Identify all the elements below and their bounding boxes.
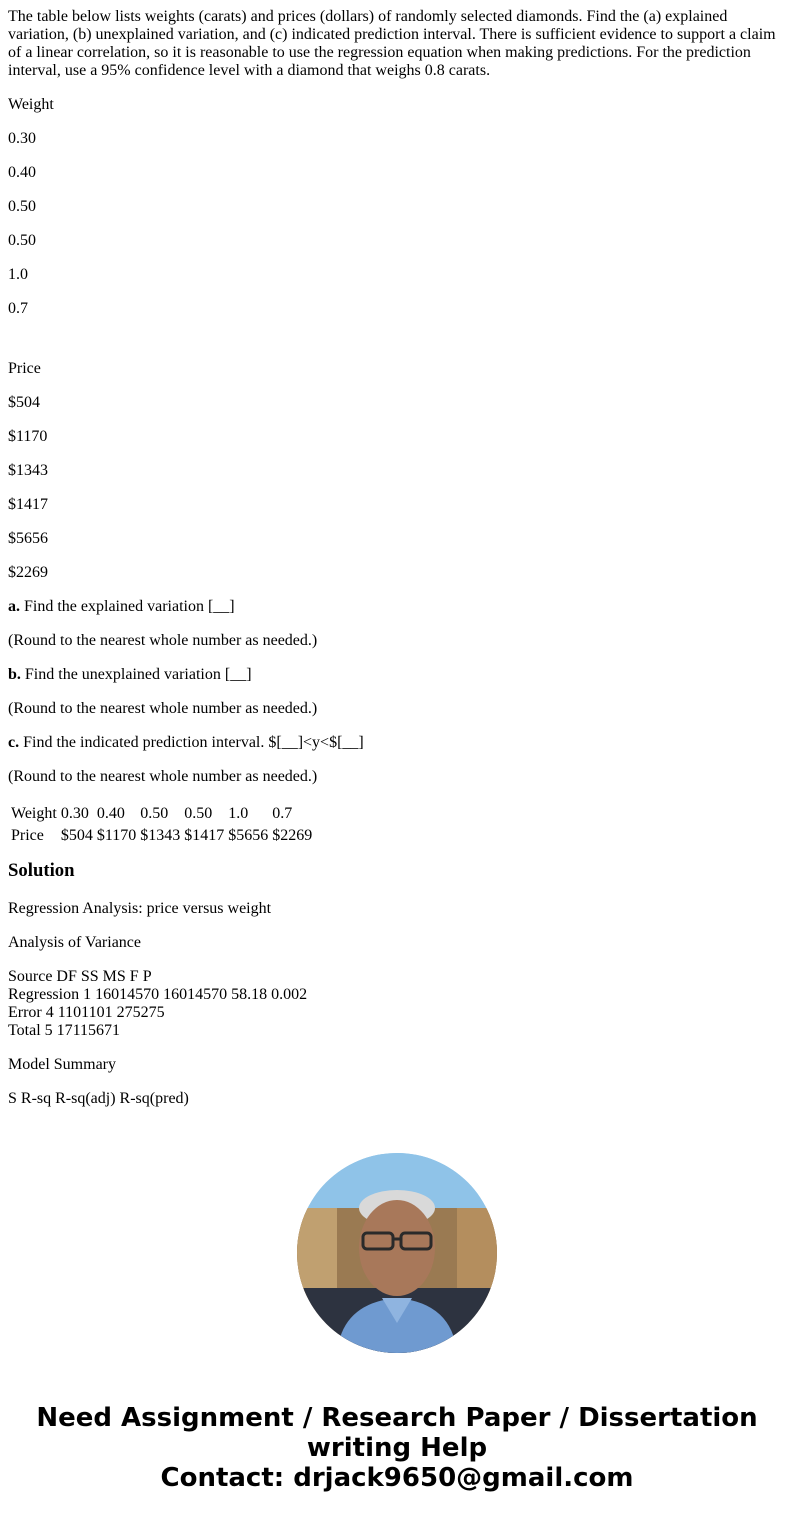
weight-value: 1.0 <box>8 266 28 283</box>
weight-value: 0.30 <box>8 130 36 147</box>
question-label: a. <box>8 598 20 615</box>
table-cell: $1170 <box>96 827 137 844</box>
regression-title: Regression Analysis: price versus weight <box>8 900 272 917</box>
anova-line: Source DF SS MS F P <box>8 968 152 985</box>
question-label: c. <box>8 734 20 751</box>
anova-line: Error 4 1101101 275275 <box>8 1004 165 1021</box>
anova-line: Regression 1 16014570 16014570 58.18 0.002 <box>8 986 308 1003</box>
question-b <box>8 666 786 718</box>
weight-header: Weight <box>8 96 54 113</box>
table-cell: $1343 <box>140 827 181 844</box>
table-cell: $504 <box>60 827 93 844</box>
price-value: $1343 <box>8 462 48 479</box>
question-text: Find the indicated prediction interval. $[__]<y<$[__] <box>23 734 364 751</box>
table-cell: $5656 <box>228 827 269 844</box>
table-cell: 0.7 <box>272 805 293 822</box>
table-cell: Price <box>11 827 44 844</box>
price-value: $1417 <box>8 496 48 513</box>
model-summary-header: S R-sq R-sq(adj) R-sq(pred) <box>8 1090 189 1107</box>
table-cell: 0.40 <box>96 805 125 822</box>
anova-title: Analysis of Variance <box>8 934 141 951</box>
question-c <box>8 734 786 786</box>
price-value: $2269 <box>8 564 48 581</box>
spacer <box>8 334 786 360</box>
table-cell: $1417 <box>184 827 225 844</box>
rounding-note: (Round to the nearest whole number as needed.) <box>8 632 318 649</box>
solution-heading: Solution <box>8 860 75 881</box>
footer-line: writing Help <box>306 1433 488 1463</box>
person-photo-icon <box>297 1153 497 1353</box>
author-avatar <box>297 1153 497 1353</box>
weight-value: 0.50 <box>8 232 36 249</box>
price-value: $1170 <box>8 428 48 445</box>
weight-value: 0.7 <box>8 300 28 317</box>
problem-intro: The table below lists weights (carats) and prices (dollars) of randomly selected diamonds. Find the (a) explained variation, (b) unexplained variation, and (c) indicated prediction interval. There is sufficient evidence to support a claim of a linear correlation, so it is reasonable to use the regression equation when making predictions. For the prediction interval, use a 95% confidence level with a diamond that weighs 0.8 carats. <box>8 8 776 79</box>
footer-contact: Contact: drjack9650@gmail.com <box>160 1463 634 1493</box>
question-a <box>8 598 786 650</box>
price-value: $5656 <box>8 530 48 547</box>
weight-value: 0.40 <box>8 164 36 181</box>
rounding-note: (Round to the nearest whole number as needed.) <box>8 768 318 785</box>
footer-line: Need Assignment / Research Paper / Dissertation <box>36 1403 758 1433</box>
question-text: Find the unexplained variation [__] <box>24 666 252 683</box>
table-cell: 0.50 <box>140 805 169 822</box>
data-table <box>8 802 315 848</box>
price-header: Price <box>8 360 41 377</box>
anova-table <box>8 968 786 1040</box>
price-list <box>8 360 786 582</box>
footer-banner <box>0 1403 794 1493</box>
price-value: $504 <box>8 394 40 411</box>
rounding-note: (Round to the nearest whole number as needed.) <box>8 700 318 717</box>
table-cell: 1.0 <box>228 805 249 822</box>
table-row <box>10 804 313 824</box>
table-cell: 0.50 <box>184 805 213 822</box>
model-summary-title: Model Summary <box>8 1056 116 1073</box>
question-label: b. <box>8 666 21 683</box>
weight-value: 0.50 <box>8 198 36 215</box>
table-cell: Weight <box>11 805 57 822</box>
weight-list <box>8 96 786 318</box>
question-text: Find the explained variation [__] <box>24 598 235 615</box>
anova-line: Total 5 17115671 <box>8 1022 121 1039</box>
table-cell: $2269 <box>272 827 313 844</box>
table-row <box>10 826 313 846</box>
avatar <box>297 1153 497 1353</box>
table-cell: 0.30 <box>60 805 89 822</box>
